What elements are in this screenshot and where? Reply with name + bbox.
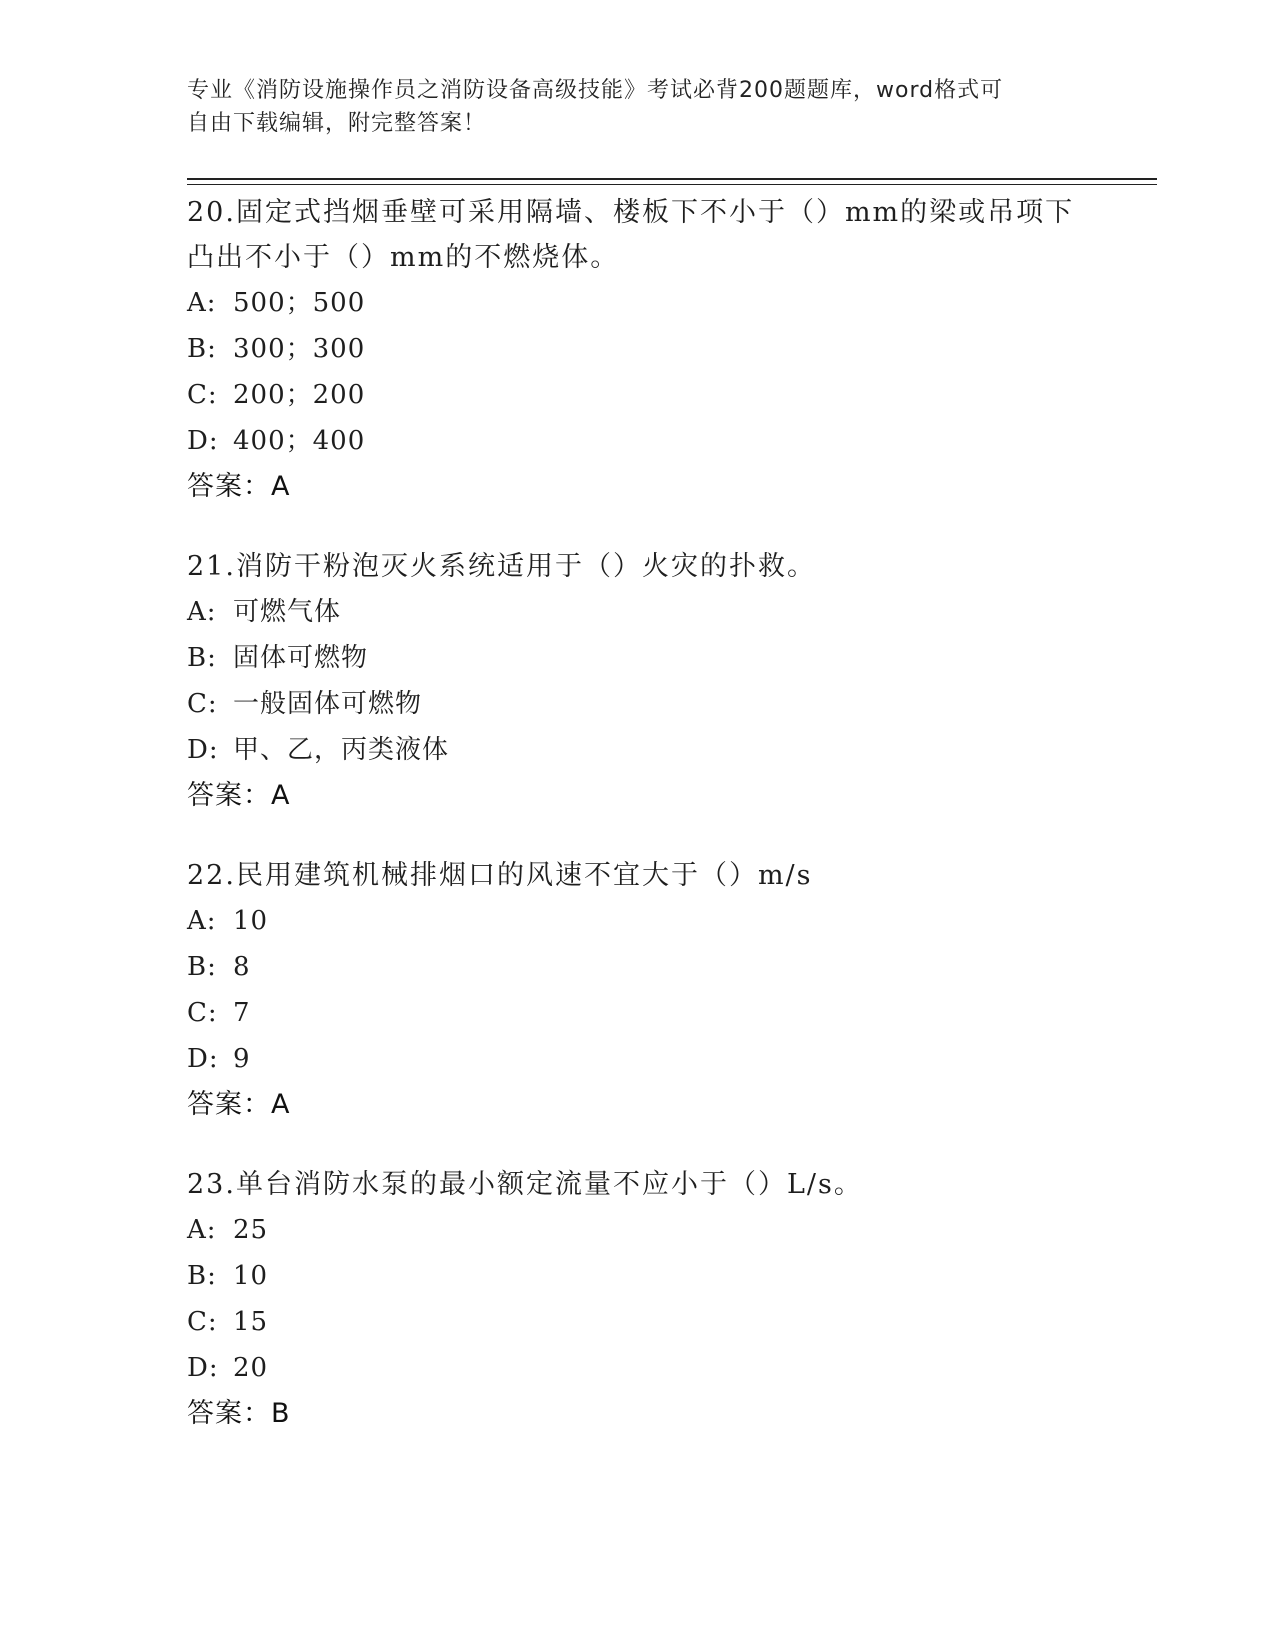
option-letter: C: [187, 1307, 218, 1337]
option-text: 300；300 [233, 334, 366, 364]
option-text: 可燃气体 [233, 597, 342, 627]
option-letter: C: [187, 380, 218, 410]
option-text: 10 [233, 906, 269, 936]
option-a [187, 898, 1157, 944]
option-letter: B: [187, 952, 217, 982]
option-text: 25 [233, 1215, 269, 1245]
option-d [187, 1036, 1157, 1082]
option-text: 8 [233, 952, 251, 982]
option-c [187, 372, 1157, 418]
option-text: 500；500 [233, 288, 366, 318]
option-letter: B: [187, 334, 217, 364]
header-line-2: 自由下载编辑，附完整答案！ [187, 111, 487, 136]
option-text: 15 [233, 1307, 269, 1337]
answer-line: 答案：A [187, 471, 291, 502]
question-stem: 22.民用建筑机械排烟口的风速不宜大于（）m/s [187, 860, 813, 891]
question-21 [187, 544, 1157, 819]
option-d [187, 418, 1157, 464]
document-header [187, 74, 1067, 140]
option-letter: D: [187, 735, 219, 765]
option-b [187, 944, 1157, 990]
question-stem: 23.单台消防水泵的最小额定流量不应小于（）L/s。 [187, 1169, 863, 1200]
option-letter: A: [187, 906, 217, 936]
option-text: 7 [233, 998, 251, 1028]
answer-line: 答案：A [187, 1089, 291, 1120]
option-letter: D: [187, 426, 219, 456]
option-letter: C: [187, 998, 218, 1028]
question-20 [187, 190, 1157, 510]
option-a [187, 1207, 1157, 1253]
option-letter: C: [187, 689, 218, 719]
option-letter: B: [187, 643, 217, 673]
question-list [187, 190, 1157, 1471]
option-b [187, 1253, 1157, 1299]
option-a [187, 589, 1157, 635]
answer-line: 答案：B [187, 1398, 291, 1429]
option-d [187, 1345, 1157, 1391]
option-letter: B: [187, 1261, 217, 1291]
option-text: 9 [233, 1044, 251, 1074]
option-c [187, 990, 1157, 1036]
option-letter: A: [187, 1215, 217, 1245]
answer-line: 答案：A [187, 780, 291, 811]
option-b [187, 635, 1157, 681]
option-text: 200；200 [233, 380, 366, 410]
option-text: 400；400 [233, 426, 366, 456]
question-23 [187, 1162, 1157, 1437]
header-divider [187, 178, 1157, 185]
question-22 [187, 853, 1157, 1128]
option-c [187, 1299, 1157, 1345]
option-text: 固体可燃物 [233, 643, 369, 673]
option-text: 一般固体可燃物 [233, 689, 423, 719]
option-text: 甲、乙，丙类液体 [233, 735, 450, 765]
option-d [187, 727, 1157, 773]
question-stem: 21.消防干粉泡灭火系统适用于（）火灾的扑救。 [187, 551, 816, 582]
option-letter: A: [187, 288, 217, 318]
option-text: 10 [233, 1261, 269, 1291]
header-line-1: 专业《消防设施操作员之消防设备高级技能》考试必背200题题库，word格式可 [187, 78, 1004, 103]
option-text: 20 [233, 1353, 269, 1383]
option-a [187, 280, 1157, 326]
option-letter: A: [187, 597, 217, 627]
option-c [187, 681, 1157, 727]
option-b [187, 326, 1157, 372]
question-stem: 20.固定式挡烟垂壁可采用隔墙、楼板下不小于（）mm的梁或吊项下凸出不小于（）mm的不燃烧体。 [187, 197, 1075, 273]
option-letter: D: [187, 1353, 219, 1383]
option-letter: D: [187, 1044, 219, 1074]
